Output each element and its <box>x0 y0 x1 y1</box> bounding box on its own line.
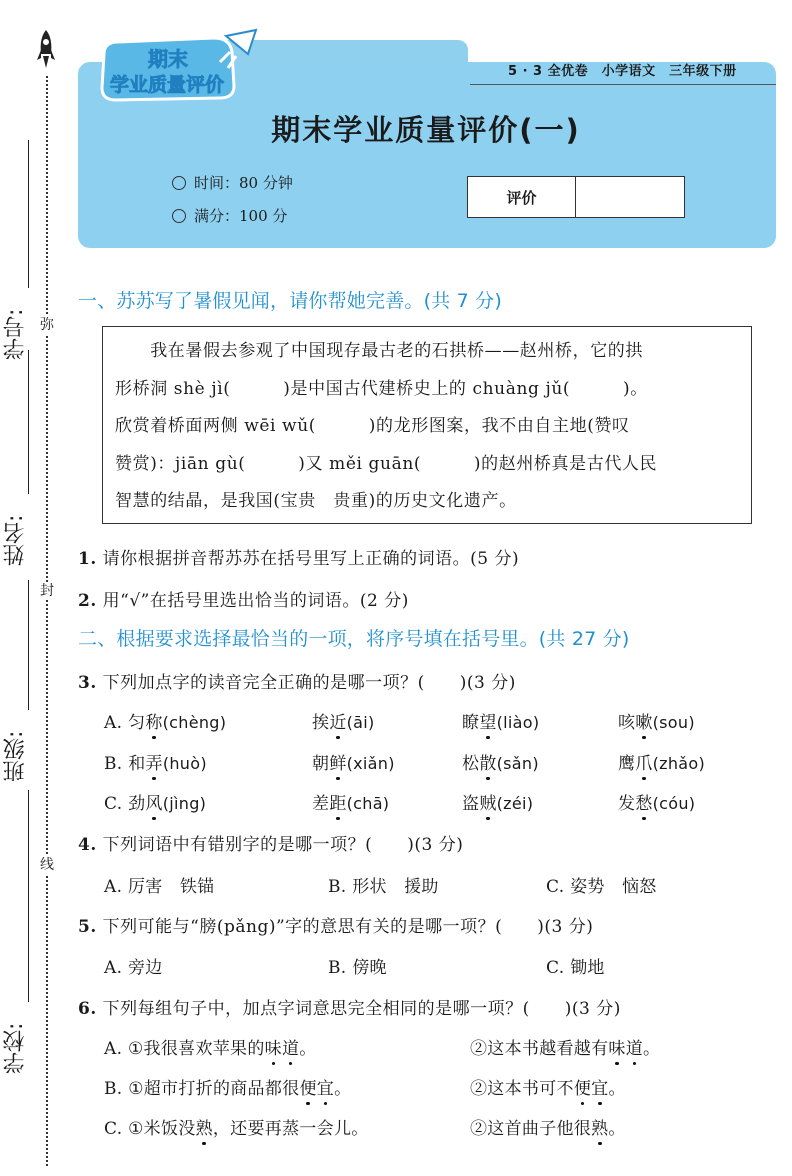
option-label: C. <box>104 794 129 814</box>
q3-option-b-3[interactable] <box>462 749 539 774</box>
sentence-text: 。 <box>299 1039 317 1059</box>
question-number: 6. <box>78 999 97 1019</box>
dotted-char: 风 <box>145 789 162 814</box>
q5-option-c[interactable]: C. 锄地 <box>546 958 605 978</box>
grade-value-field[interactable] <box>576 177 684 217</box>
q3-option-a-1[interactable] <box>104 708 226 733</box>
option-label: B. <box>104 754 129 774</box>
passage-line: 智慧的结晶，是我国(宝贵 贵重)的历史文化遗产。 <box>115 491 517 511</box>
option-char: 盗 <box>462 794 480 814</box>
clock-icon <box>172 176 186 190</box>
question-number: 3. <box>78 673 97 693</box>
series-rule <box>470 84 776 85</box>
option-pinyin: (chèng) <box>162 713 227 732</box>
q3-option-b-1[interactable] <box>104 749 207 774</box>
class-line[interactable] <box>28 580 29 710</box>
question-text: 下列词语中有错别字的是哪一项？( )(3 分) <box>102 835 464 855</box>
question-text: 下列可能与“膀(pǎng)”字的意思有关的是哪一项？( )(3 分) <box>102 917 594 937</box>
q6-a-left <box>104 1034 317 1059</box>
option-char: 差 <box>312 794 330 814</box>
question-text: 用“√”在括号里选出恰当的词语。(2 分) <box>102 591 409 611</box>
option-char: 和 <box>128 754 146 774</box>
q4-option-a[interactable]: A. 厉害 铁锚 <box>104 877 215 897</box>
badge-line2: 学业质量评价 <box>110 74 225 96</box>
student-id-label: 学号: <box>3 308 28 360</box>
dotted-char: 称 <box>145 708 162 733</box>
dotted-char: 散 <box>479 749 496 774</box>
class-label: 班级: <box>3 730 28 782</box>
q6-b-right <box>470 1074 626 1099</box>
option-char: 朝 <box>312 754 330 774</box>
q6-c-left <box>104 1114 369 1139</box>
dotted-char: 近 <box>329 708 346 733</box>
dotted-char: 鲜 <box>329 749 346 774</box>
dotted-char: 宜 <box>591 1074 608 1099</box>
dotted-char: 味 <box>265 1034 282 1059</box>
option-pinyin: (zhǎo) <box>652 754 706 773</box>
dotted-char: 熟 <box>196 1114 213 1139</box>
cut-mark-xian: 线 <box>40 857 54 873</box>
option-char: 匀 <box>128 713 146 733</box>
question-3 <box>78 668 516 693</box>
question-6 <box>78 994 621 1019</box>
school-label: 学校: <box>3 1022 28 1074</box>
sentence-text: ，还要再蒸一会儿。 <box>212 1119 369 1139</box>
dotted-char: 宜 <box>317 1074 334 1099</box>
q3-option-c-1[interactable] <box>104 789 206 814</box>
dotted-char: 望 <box>479 708 496 733</box>
badge-line1: 期末 <box>148 47 188 71</box>
dotted-char: 味 <box>608 1034 625 1059</box>
binding-dotted-line <box>46 76 48 1166</box>
sentence-text: 。 <box>643 1039 661 1059</box>
q5-option-a[interactable]: A. 旁边 <box>104 958 163 978</box>
option-label: A. <box>104 713 128 733</box>
passage-line: 我在暑假去参观了中国现存最古老的石拱桥——赵州桥，它的拱 <box>115 341 643 361</box>
name-line[interactable] <box>28 350 29 494</box>
sentence-text: ①我很喜欢苹果的 <box>128 1039 265 1059</box>
name-label: 姓名: <box>3 514 28 566</box>
option-char: 挨 <box>312 713 330 733</box>
sentence-text: ①超市打折的商品都很 <box>128 1079 300 1099</box>
option-label[interactable]: A. <box>104 1039 128 1059</box>
question-2 <box>78 586 409 611</box>
option-pinyin: (zéi) <box>496 794 534 813</box>
sentence-text: ②这首曲子他很 <box>470 1119 592 1139</box>
sentence-text: ②这本书越看越有 <box>470 1039 609 1059</box>
exam-badge <box>96 28 266 106</box>
dotted-char: 弄 <box>146 749 163 774</box>
rocket-icon <box>36 28 56 72</box>
option-char: 咳 <box>618 713 636 733</box>
question-1 <box>78 544 519 569</box>
q6-c-right <box>470 1114 626 1139</box>
option-char: 发 <box>618 794 636 814</box>
option-char: 鹰 <box>618 754 636 774</box>
option-pinyin: (sǎn) <box>496 754 539 773</box>
dotted-char: 愁 <box>635 789 652 814</box>
student-id-line[interactable] <box>28 140 29 288</box>
option-pinyin: (āi) <box>346 713 375 732</box>
cut-mark-mi: 弥 <box>40 317 54 333</box>
sentence-text: ①米饭没 <box>128 1119 196 1139</box>
option-char: 瞭 <box>462 713 480 733</box>
q3-option-a-4[interactable] <box>618 708 695 733</box>
q3-option-b-4[interactable] <box>618 749 705 774</box>
passage-line: 形桥洞 shè jì( )是中国古代建桥史上的 chuàng jǔ( )。 <box>115 378 648 399</box>
section1-title: 一、苏苏写了暑假见闻，请你帮她完善。(共 7 分) <box>78 290 502 312</box>
series-label: 5 · 3 全优卷 小学语文 三年级下册 <box>508 64 737 79</box>
question-4 <box>78 830 463 855</box>
sentence-text: ②这本书可不 <box>470 1079 574 1099</box>
question-text: 下列每组句子中，加点字词意思完全相同的是哪一项？( )(3 分) <box>102 999 621 1019</box>
dotted-char: 道 <box>626 1034 643 1059</box>
q3-option-b-2[interactable] <box>312 749 395 774</box>
dotted-char: 熟 <box>591 1114 608 1139</box>
option-pinyin: (xiǎn) <box>346 754 395 773</box>
dotted-char: 贼 <box>479 789 496 814</box>
question-number: 1. <box>78 549 97 569</box>
grade-box <box>467 176 685 218</box>
sentence-text: 。 <box>334 1079 352 1099</box>
sentence-text: 。 <box>608 1119 626 1139</box>
q3-option-c-2[interactable] <box>312 789 389 814</box>
school-line[interactable] <box>28 790 29 1002</box>
option-pinyin: (sou) <box>652 713 695 732</box>
q4-option-c[interactable]: C. 姿势 恼怒 <box>546 877 657 897</box>
q3-option-c-4[interactable] <box>618 789 695 814</box>
option-pinyin: (jìng) <box>162 794 207 813</box>
q6-a-right <box>470 1034 660 1059</box>
q6-b-left <box>104 1074 351 1099</box>
option-label[interactable]: B. <box>104 1079 129 1099</box>
option-char: 劲 <box>128 794 146 814</box>
q3-option-c-3[interactable] <box>462 789 533 814</box>
cut-mark-feng: 封 <box>40 583 54 599</box>
q3-option-a-3[interactable] <box>462 708 539 733</box>
grade-label: 评价 <box>468 177 576 217</box>
check-circle-icon <box>172 209 186 223</box>
dotted-char: 便 <box>574 1074 591 1099</box>
q5-option-b[interactable]: B. 傍晚 <box>328 958 387 978</box>
question-number: 2. <box>78 591 97 611</box>
question-text: 下列加点字的读音完全正确的是哪一项？( )(3 分) <box>102 673 516 693</box>
dotted-char: 距 <box>329 789 346 814</box>
passage-line: 赞赏)：jiān gù( )又 měi guān( )的赵州桥真是古代人民 <box>115 453 658 474</box>
dotted-char: 便 <box>299 1074 316 1099</box>
score-text: 满分：100 分 <box>194 207 288 225</box>
option-pinyin: (chā) <box>346 794 390 813</box>
q3-option-a-2[interactable] <box>312 708 375 733</box>
passage-box <box>102 326 752 524</box>
sentence-text: 。 <box>608 1079 626 1099</box>
option-pinyin: (huò) <box>162 754 207 773</box>
option-char: 松 <box>462 754 480 774</box>
page-title: 期末学业质量评价(一) <box>271 113 581 147</box>
q4-option-b[interactable]: B. 形状 援助 <box>328 877 439 897</box>
section2-title: 二、根据要求选择最恰当的一项，将序号填在括号里。(共 27 分) <box>78 628 630 650</box>
dotted-char: 爪 <box>635 749 652 774</box>
question-5 <box>78 912 593 937</box>
question-text: 请你根据拼音帮苏苏在括号里写上正确的词语。(5 分) <box>102 549 520 569</box>
time-text: 时间：80 分钟 <box>194 174 293 192</box>
score-info <box>172 205 287 226</box>
question-number: 4. <box>78 835 97 855</box>
option-pinyin: (cóu) <box>652 794 696 813</box>
passage-line: 欣赏着桥面两侧 wēi wǔ( )的龙形图案，我不由自主地(赞叹 <box>115 416 630 436</box>
dotted-char: 嗽 <box>635 708 652 733</box>
question-number: 5. <box>78 917 97 937</box>
option-label[interactable]: C. <box>104 1119 129 1139</box>
option-pinyin: (liào) <box>496 713 540 732</box>
time-info <box>172 172 293 193</box>
dotted-char: 道 <box>282 1034 299 1059</box>
